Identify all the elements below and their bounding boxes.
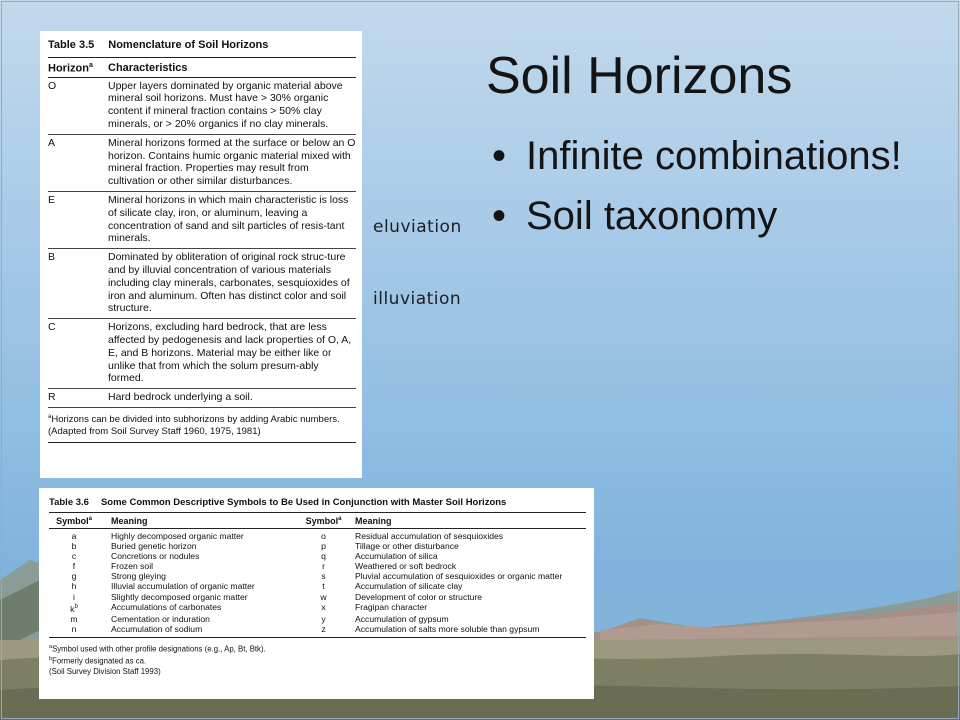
meaning: Weathered or soft bedrock	[355, 561, 457, 572]
horizon-code: O	[48, 79, 57, 92]
footnote-marker: b	[49, 656, 53, 663]
meaning: Frozen soil	[111, 561, 154, 572]
meaning: Accumulation of silicate clay	[355, 581, 463, 592]
horizon-description: Upper layers dominated by organic material above mineral soil horizons. Must have > 30% organic content if mineral fraction contains > 50% clay minerals, or > 20% organics if no clay minerals.	[108, 79, 343, 131]
footnote-marker: b	[74, 603, 78, 610]
col-header-meaning: Meaning	[111, 516, 148, 526]
meaning: Cementation or induration	[111, 613, 210, 624]
symbol: r	[322, 561, 325, 572]
symbol-text: k	[70, 603, 75, 614]
table-row	[49, 592, 586, 602]
footnote-marker: a	[88, 516, 92, 522]
symbol: n	[71, 623, 77, 634]
symbol: h	[71, 581, 77, 592]
meaning: Highly decomposed organic matter	[111, 531, 244, 541]
table-row	[49, 614, 586, 624]
symbol: f	[72, 561, 76, 572]
note-eluviation: eluviation	[373, 217, 462, 237]
table-row	[49, 551, 586, 561]
meaning: Accumulation of salts more soluble than gypsum	[355, 623, 540, 634]
symbol: b	[71, 541, 77, 552]
symbol: q	[321, 551, 326, 562]
table-body	[49, 529, 586, 638]
table-row	[48, 319, 356, 389]
note-illuviation: illuviation	[373, 289, 462, 309]
footnote-line	[49, 654, 586, 667]
bullet-item	[492, 186, 902, 246]
bullet-item	[492, 126, 902, 186]
symbol: s	[321, 571, 326, 582]
symbol: t	[322, 581, 325, 592]
meaning: Illuvial accumulation of organic matter	[111, 581, 255, 592]
table-caption	[49, 497, 586, 508]
meaning: Pluvial accumulation of sesquioxides or organic matter	[355, 571, 563, 582]
table-soil-horizons	[40, 31, 362, 478]
table-header	[48, 57, 356, 78]
meaning: Slightly decomposed organic matter	[111, 591, 248, 602]
slide-title: Soil Horizons	[486, 47, 793, 105]
footnote-text: Symbol used with other profile designations (e.g., Ap, Bt, Btk).	[52, 644, 266, 654]
col-header-text: Horizon	[48, 62, 89, 75]
table-row	[48, 249, 356, 319]
table-bottom-rule	[48, 442, 356, 443]
meaning: Accumulation of gypsum	[355, 613, 449, 624]
table-row	[49, 624, 586, 634]
horizon-code: A	[48, 136, 56, 149]
footnote-marker: a	[88, 62, 93, 69]
footnote-text: (Soil Survey Division Staff 1993)	[49, 666, 161, 676]
horizon-code: R	[48, 391, 56, 404]
meaning: Concretions or nodules	[111, 551, 200, 562]
table-row	[49, 571, 586, 581]
footnote-marker: a	[48, 413, 52, 420]
symbol: m	[70, 613, 78, 624]
meaning: Buried genetic horizon	[111, 541, 197, 552]
footnote-line	[49, 667, 586, 677]
meaning: Tillage or other disturbance	[355, 541, 459, 552]
footnote-text: Formerly designated as ca.	[52, 656, 147, 666]
symbol: a	[71, 531, 77, 541]
footnote-text: Horizons can be divided into subhorizons by adding Arabic numbers.	[51, 414, 340, 426]
footnote-line	[49, 642, 586, 655]
meaning: Development of color or structure	[355, 591, 483, 602]
table-caption	[48, 39, 356, 51]
table-row	[49, 541, 586, 551]
table-row	[48, 192, 356, 249]
col-header-meaning: Meaning	[355, 516, 392, 526]
symbol: p	[321, 541, 326, 552]
bullet-glyph: •	[492, 194, 507, 238]
table-row	[49, 602, 586, 614]
table-title: Nomenclature of Soil Horizons	[108, 39, 269, 51]
col-header-characteristics: Characteristics	[108, 62, 188, 74]
meaning: Residual accumulation of sesquioxides	[355, 531, 504, 541]
meaning: Accumulations of carbonates	[111, 601, 222, 612]
col-header-text: Symbol	[56, 516, 89, 526]
symbol: y	[321, 613, 326, 624]
symbol: w	[320, 591, 327, 602]
table-footnote	[48, 408, 356, 426]
table-row	[48, 135, 356, 192]
horizon-description: Horizons, excluding hard bedrock, that are less affected by pedogenesis and lack properties of O, A, E, and B horizons. Material may be either like or unlike that from which the solum presum-ably formed.	[108, 321, 352, 385]
table-number: Table 3.6	[49, 497, 89, 508]
symbol: x	[321, 601, 326, 612]
footnote-marker: a	[49, 643, 53, 650]
col-header-horizon	[48, 62, 108, 75]
symbol	[49, 602, 99, 614]
table-header	[49, 512, 586, 529]
table-row	[48, 78, 356, 135]
meaning: Accumulation of sodium	[111, 623, 203, 634]
table-footnotes	[49, 638, 586, 677]
col-header-symbol	[296, 516, 351, 526]
col-header-symbol	[49, 516, 99, 526]
horizon-description: Hard bedrock underlying a soil.	[108, 391, 253, 404]
horizon-code: C	[48, 321, 56, 334]
symbol: i	[73, 591, 75, 602]
symbol: c	[71, 551, 77, 562]
table-source: (Adapted from Soil Survey Staff 1960, 1975, 1981)	[48, 426, 261, 438]
horizon-description: Mineral horizons in which main characteristic is loss of silicate clay, iron, or aluminum, leaving a concentration of sand and silt particles of resis-tant minerals.	[108, 194, 349, 245]
table-row	[49, 561, 586, 571]
horizon-code: B	[48, 251, 56, 264]
table-row	[49, 581, 586, 591]
table-row	[49, 531, 586, 541]
table-row	[48, 389, 356, 408]
table-title: Some Common Descriptive Symbols to Be Used in Conjunction with Master Soil Horizons	[100, 497, 507, 508]
meaning: Accumulation of silica	[355, 551, 438, 562]
table-descriptive-symbols	[39, 488, 594, 699]
bullet-list	[492, 126, 902, 246]
bullet-text: Infinite combinations!	[526, 134, 902, 178]
horizon-description: Dominated by obliteration of original rock struc-ture and by illuvial concentration of various materials including clay minerals, carbonates, sesquioxides of iron and aluminum. Often has distinct color and soil structure.	[108, 251, 350, 315]
symbol: z	[321, 623, 326, 634]
symbol: g	[71, 571, 77, 582]
col-header-text: Symbol	[305, 516, 339, 526]
bullet-text: Soil taxonomy	[526, 194, 778, 238]
meaning: Strong gleying	[111, 571, 166, 582]
meaning: Fragipan character	[355, 601, 428, 612]
horizon-description: Mineral horizons formed at the surface or below an O horizon. Contains humic organic material mixed with mineral fraction. Properties may result from cultivation or other similar disturbances.	[108, 136, 356, 188]
bullet-glyph: •	[492, 134, 507, 178]
horizon-code: E	[48, 194, 56, 207]
footnote-marker: a	[338, 516, 342, 522]
symbol: o	[321, 531, 326, 541]
table-number: Table 3.5	[48, 39, 95, 51]
